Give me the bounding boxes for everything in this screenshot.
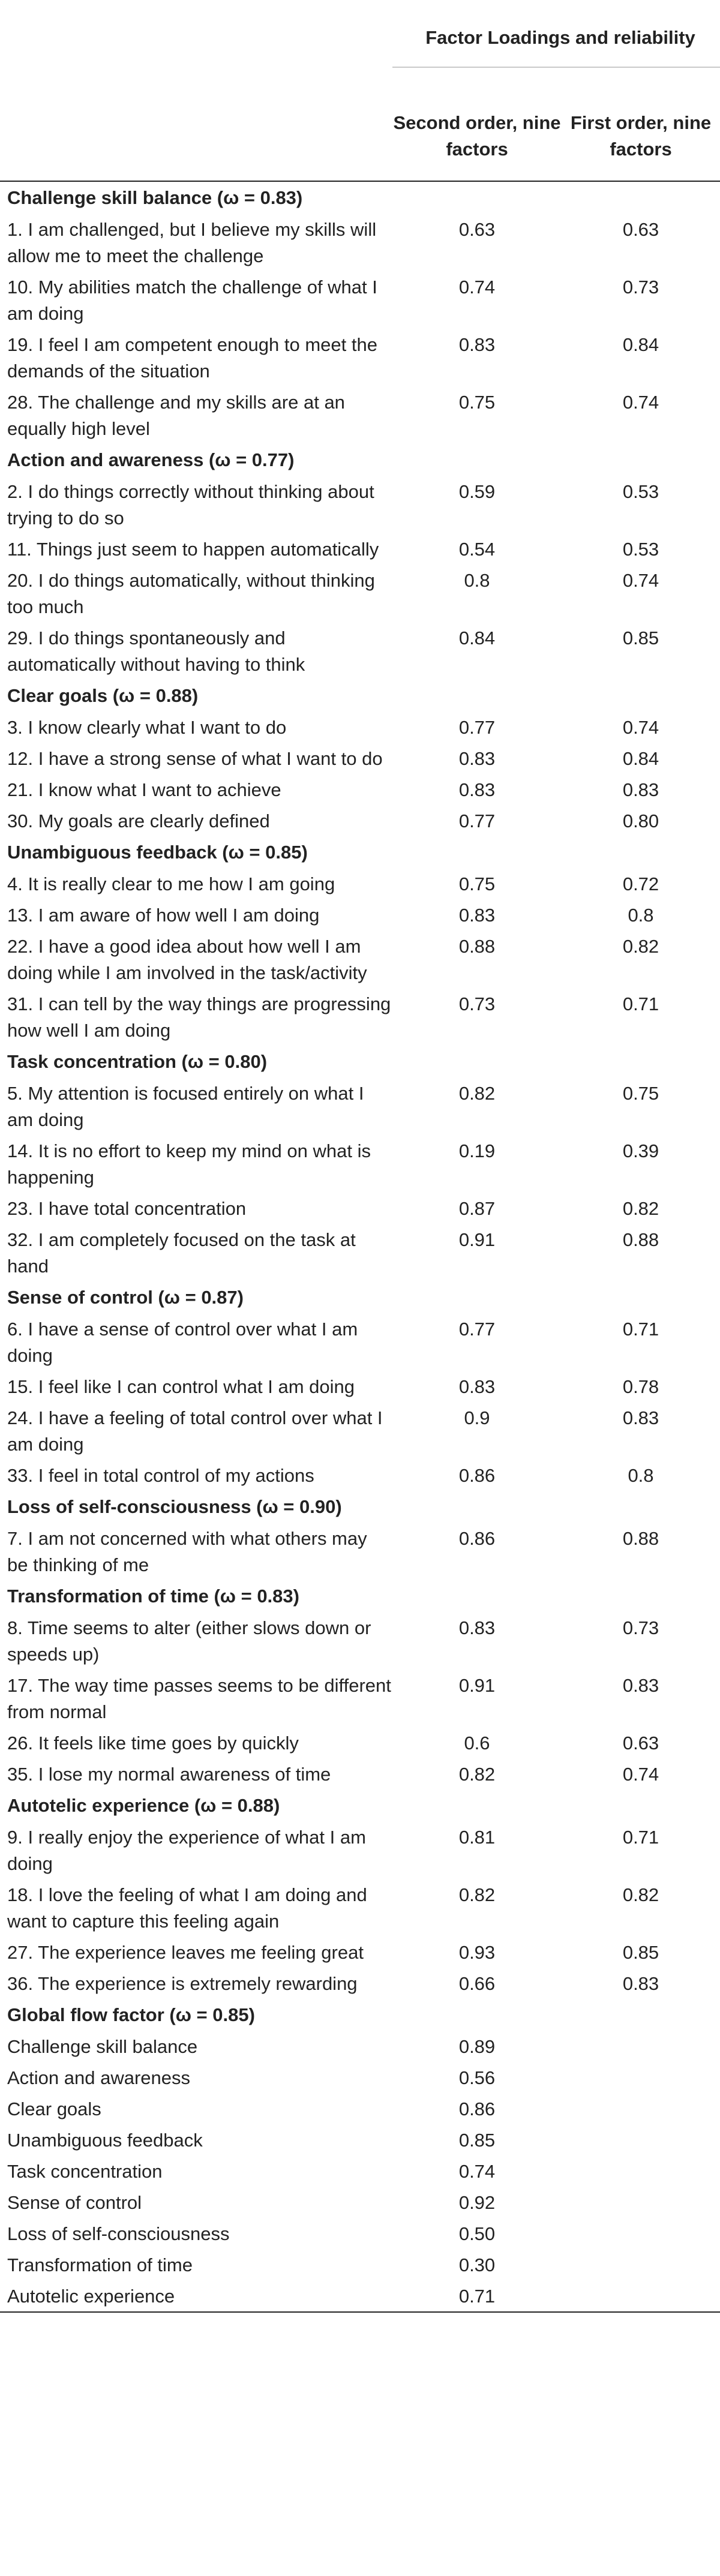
second-order-loading: 0.30 xyxy=(458,2254,496,2275)
second-order-loading: 0.77 xyxy=(458,1319,496,1340)
table-row xyxy=(0,2124,720,2155)
item-text: 35. I lose my normal awareness of time xyxy=(7,1764,331,1785)
item-text: 3. I know clearly what I want to do xyxy=(7,717,287,738)
first-order-loading: 0.83 xyxy=(622,779,659,800)
second-order-loading: 0.74 xyxy=(458,277,496,298)
first-order-loading: 0.80 xyxy=(622,810,659,831)
table-row xyxy=(0,1879,720,1936)
item-text: 28. The challenge and my skills are at an equally high level xyxy=(7,392,345,439)
first-order-loading xyxy=(562,2187,720,2218)
table-row xyxy=(0,1224,720,1281)
header-empty-cell xyxy=(0,0,392,89)
table-row xyxy=(0,805,720,836)
first-order-loading xyxy=(562,2218,720,2249)
first-order-loading: 0.73 xyxy=(622,1617,659,1638)
table-row xyxy=(0,743,720,774)
table-row xyxy=(0,1727,720,1758)
second-order-loading: 0.83 xyxy=(458,905,496,926)
second-order-loading: 0.86 xyxy=(458,1528,496,1549)
second-order-loading: 0.83 xyxy=(458,779,496,800)
first-order-loading: 0.8 xyxy=(628,905,654,926)
section-title: Transformation of time (ω = 0.83) xyxy=(7,1586,299,1607)
second-order-loading: 0.88 xyxy=(458,936,496,957)
second-order-loading: 0.89 xyxy=(458,2036,496,2057)
table-row xyxy=(0,1135,720,1193)
item-text: 5. My attention is focused entirely on what I am doing xyxy=(7,1083,364,1130)
second-order-loading: 0.54 xyxy=(458,539,496,560)
second-order-loading: 0.92 xyxy=(458,2192,496,2213)
section-title: Action and awareness (ω = 0.77) xyxy=(7,449,295,470)
item-text: 22. I have a good idea about how well I am doing while I am involved in the task/activity xyxy=(7,936,367,983)
table-row xyxy=(0,868,720,899)
first-order-loading: 0.74 xyxy=(622,1764,659,1785)
second-order-loading: 0.50 xyxy=(458,2223,496,2244)
item-text: Transformation of time xyxy=(7,2254,193,2275)
first-order-loading: 0.88 xyxy=(622,1528,659,1549)
item-text: 32. I am completely focused on the task at hand xyxy=(7,1229,356,1277)
first-order-loading: 0.75 xyxy=(622,1083,659,1104)
first-order-loading: 0.71 xyxy=(622,993,659,1014)
first-order-loading: 0.63 xyxy=(622,219,659,240)
item-text: Autotelic experience xyxy=(7,2286,175,2307)
item-text: 6. I have a sense of control over what I am doing xyxy=(7,1319,358,1366)
second-order-loading: 0.91 xyxy=(458,1229,496,1250)
first-order-loading: 0.72 xyxy=(622,873,659,894)
item-text: 2. I do things correctly without thinking about trying to do so xyxy=(7,481,374,529)
first-order-loading: 0.53 xyxy=(622,481,659,502)
first-order-loading: 0.53 xyxy=(622,539,659,560)
item-text: 11. Things just seem to happen automatically xyxy=(7,539,379,560)
item-text: 4. It is really clear to me how I am going xyxy=(7,873,335,894)
table-row xyxy=(0,533,720,565)
second-order-loading: 0.8 xyxy=(464,570,490,591)
first-order-loading xyxy=(562,2280,720,2312)
table-row xyxy=(0,1460,720,1491)
table-row xyxy=(0,1968,720,1999)
second-order-loading: 0.83 xyxy=(458,334,496,355)
second-order-loading: 0.83 xyxy=(458,748,496,769)
item-text: Action and awareness xyxy=(7,2067,191,2088)
second-order-loading: 0.83 xyxy=(458,1617,496,1638)
item-text: 33. I feel in total control of my actions xyxy=(7,1465,314,1486)
second-order-loading: 0.84 xyxy=(458,628,496,648)
item-text: 17. The way time passes seems to be different from normal xyxy=(7,1675,391,1722)
table-row xyxy=(0,386,720,444)
second-order-loading: 0.81 xyxy=(458,1827,496,1848)
second-order-loading: 0.73 xyxy=(458,993,496,1014)
first-order-loading: 0.83 xyxy=(622,1407,659,1428)
second-order-loading: 0.82 xyxy=(458,1083,496,1104)
item-text: Task concentration xyxy=(7,2161,163,2182)
table-row xyxy=(0,1936,720,1968)
item-text: 7. I am not concerned with what others may be thinking of me xyxy=(7,1528,367,1575)
second-order-loading: 0.9 xyxy=(464,1407,490,1428)
table-row xyxy=(0,988,720,1046)
second-order-loading: 0.77 xyxy=(458,810,496,831)
table-row xyxy=(0,1821,720,1879)
item-text: 1. I am challenged, but I believe my skills will allow me to meet the challenge xyxy=(7,219,377,266)
first-order-loading: 0.84 xyxy=(622,334,659,355)
table-row xyxy=(0,329,720,386)
section-header-row xyxy=(0,1580,720,1612)
section-title: Clear goals (ω = 0.88) xyxy=(7,685,199,706)
item-text: 20. I do things automatically, without thinking too much xyxy=(7,570,375,617)
second-order-loading: 0.74 xyxy=(458,2161,496,2182)
section-title: Global flow factor (ω = 0.85) xyxy=(7,2004,255,2025)
first-order-loading: 0.8 xyxy=(628,1465,654,1486)
item-text: Unambiguous feedback xyxy=(7,2130,203,2151)
item-text: 29. I do things spontaneously and automatically without having to think xyxy=(7,628,305,675)
first-order-loading: 0.73 xyxy=(622,277,659,298)
second-order-loading: 0.75 xyxy=(458,392,496,413)
first-order-loading: 0.88 xyxy=(622,1229,659,1250)
first-order-loading xyxy=(562,2062,720,2093)
section-header-row xyxy=(0,1046,720,1077)
table-row xyxy=(0,214,720,271)
first-order-loading: 0.82 xyxy=(622,936,659,957)
table-row xyxy=(0,1758,720,1790)
first-order-loading xyxy=(562,2124,720,2155)
second-order-loading: 0.86 xyxy=(458,1465,496,1486)
header-sub-row xyxy=(0,89,720,181)
first-order-loading: 0.85 xyxy=(622,1942,659,1963)
table-row xyxy=(0,271,720,329)
table-row xyxy=(0,565,720,622)
table-row xyxy=(0,476,720,533)
first-order-loading: 0.83 xyxy=(622,1973,659,1994)
table-row xyxy=(0,930,720,988)
second-order-loading: 0.56 xyxy=(458,2067,496,2088)
first-order-loading: 0.71 xyxy=(622,1827,659,1848)
table-row xyxy=(0,2031,720,2062)
second-order-loading: 0.82 xyxy=(458,1884,496,1905)
table-row xyxy=(0,1402,720,1460)
header-col-second-order: Second order, nine factors xyxy=(393,112,561,160)
item-text: 8. Time seems to alter (either slows down or speeds up) xyxy=(7,1617,371,1665)
table-row xyxy=(0,1313,720,1371)
item-text: Sense of control xyxy=(7,2192,142,2213)
first-order-loading xyxy=(562,2249,720,2280)
section-title: Unambiguous feedback (ω = 0.85) xyxy=(7,842,308,863)
item-text: Loss of self-consciousness xyxy=(7,2223,230,2244)
item-text: 18. I love the feeling of what I am doing and want to capture this feeling again xyxy=(7,1884,367,1932)
second-order-loading: 0.93 xyxy=(458,1942,496,1963)
section-title: Loss of self-consciousness (ω = 0.90) xyxy=(7,1496,342,1517)
section-header-row xyxy=(0,444,720,476)
item-text: 30. My goals are clearly defined xyxy=(7,810,270,831)
table-row xyxy=(0,2062,720,2093)
table-row xyxy=(0,1670,720,1727)
table-row xyxy=(0,622,720,680)
second-order-loading: 0.86 xyxy=(458,2098,496,2119)
first-order-loading: 0.39 xyxy=(622,1140,659,1161)
first-order-loading: 0.84 xyxy=(622,748,659,769)
section-header-row xyxy=(0,1491,720,1523)
table-row xyxy=(0,2249,720,2280)
table-row xyxy=(0,899,720,930)
second-order-loading: 0.87 xyxy=(458,1198,496,1219)
table-row xyxy=(0,1523,720,1580)
section-header-row xyxy=(0,1281,720,1313)
second-order-loading: 0.66 xyxy=(458,1973,496,1994)
section-title: Autotelic experience (ω = 0.88) xyxy=(7,1795,280,1816)
item-text: 12. I have a strong sense of what I want to do xyxy=(7,748,383,769)
header-group-label: Factor Loadings and reliability xyxy=(392,25,720,68)
table-body xyxy=(0,181,720,2312)
item-text: Clear goals xyxy=(7,2098,101,2119)
section-title: Sense of control (ω = 0.87) xyxy=(7,1287,244,1308)
section-header-row xyxy=(0,1999,720,2031)
first-order-loading: 0.74 xyxy=(622,392,659,413)
table-row xyxy=(0,1193,720,1224)
section-header-row xyxy=(0,1790,720,1821)
second-order-loading: 0.75 xyxy=(458,873,496,894)
item-text: 27. The experience leaves me feeling great xyxy=(7,1942,364,1963)
item-text: 9. I really enjoy the experience of what I am doing xyxy=(7,1827,366,1874)
table-row xyxy=(0,2093,720,2124)
second-order-loading: 0.82 xyxy=(458,1764,496,1785)
first-order-loading: 0.78 xyxy=(622,1376,659,1397)
table-row xyxy=(0,2280,720,2312)
section-title: Challenge skill balance (ω = 0.83) xyxy=(7,187,303,208)
header-col-first-order: First order, nine factors xyxy=(570,112,712,160)
table-row xyxy=(0,1612,720,1670)
first-order-loading xyxy=(562,2093,720,2124)
item-text: 24. I have a feeling of total control over what I am doing xyxy=(7,1407,383,1455)
item-text: Challenge skill balance xyxy=(7,2036,198,2057)
item-text: 31. I can tell by the way things are progressing how well I am doing xyxy=(7,993,391,1041)
table-row xyxy=(0,774,720,805)
section-header-row xyxy=(0,836,720,868)
item-text: 13. I am aware of how well I am doing xyxy=(7,905,320,926)
table-row xyxy=(0,2187,720,2218)
first-order-loading: 0.85 xyxy=(622,628,659,648)
second-order-loading: 0.59 xyxy=(458,481,496,502)
item-text: 14. It is no effort to keep my mind on what is happening xyxy=(7,1140,371,1188)
first-order-loading: 0.82 xyxy=(622,1198,659,1219)
item-text: 36. The experience is extremely rewarding xyxy=(7,1973,358,1994)
first-order-loading: 0.82 xyxy=(622,1884,659,1905)
item-text: 26. It feels like time goes by quickly xyxy=(7,1733,299,1754)
item-text: 15. I feel like I can control what I am doing xyxy=(7,1376,355,1397)
table-row xyxy=(0,2155,720,2187)
second-order-loading: 0.77 xyxy=(458,717,496,738)
first-order-loading: 0.63 xyxy=(622,1733,659,1754)
first-order-loading: 0.74 xyxy=(622,570,659,591)
second-order-loading: 0.71 xyxy=(458,2286,496,2307)
section-header-row xyxy=(0,181,720,214)
first-order-loading: 0.71 xyxy=(622,1319,659,1340)
item-text: 21. I know what I want to achieve xyxy=(7,779,281,800)
first-order-loading xyxy=(562,2031,720,2062)
second-order-loading: 0.6 xyxy=(464,1733,490,1754)
first-order-loading: 0.83 xyxy=(622,1675,659,1696)
header-group-cell xyxy=(392,0,720,89)
first-order-loading: 0.74 xyxy=(622,717,659,738)
table-row xyxy=(0,1077,720,1135)
item-text: 23. I have total concentration xyxy=(7,1198,247,1219)
table-row xyxy=(0,711,720,743)
item-text: 10. My abilities match the challenge of what I am doing xyxy=(7,277,377,324)
table-row xyxy=(0,1371,720,1402)
second-order-loading: 0.19 xyxy=(458,1140,496,1161)
section-title: Task concentration (ω = 0.80) xyxy=(7,1051,268,1072)
second-order-loading: 0.63 xyxy=(458,219,496,240)
second-order-loading: 0.91 xyxy=(458,1675,496,1696)
header-empty-cell xyxy=(0,89,392,181)
second-order-loading: 0.85 xyxy=(458,2130,496,2151)
table-row xyxy=(0,2218,720,2249)
section-header-row xyxy=(0,680,720,711)
second-order-loading: 0.83 xyxy=(458,1376,496,1397)
header-group-row xyxy=(0,0,720,89)
first-order-loading xyxy=(562,2155,720,2187)
item-text: 19. I feel I am competent enough to meet the demands of the situation xyxy=(7,334,377,382)
